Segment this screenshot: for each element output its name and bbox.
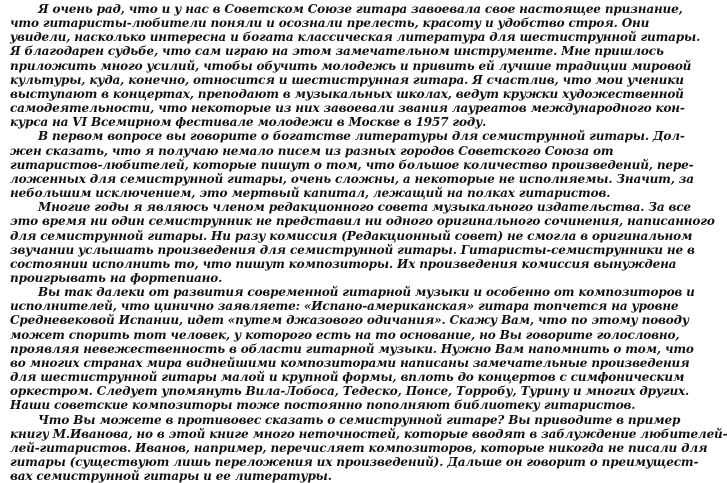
- text-line: небольшим исключением, это мертвый капитал, лежащий на полках гитаристов.: [10, 186, 611, 201]
- text-line: выступают в концертах, преподают в музыкальных школах, ведут кружки художественной: [10, 86, 684, 101]
- text-line: это время ни один семиструнник не представил ни одного оригинального сочинения, написанного: [10, 214, 715, 229]
- text-line: Наши советские композиторы тоже постоянно пополняют библиотеку гитаристов.: [10, 398, 636, 413]
- text-line: проявляя невежественность в области гитарной музыки. Нужно Вам напомнить о том, что: [10, 341, 694, 356]
- text-line: может спорить тот человек, у которого есть на то основание, но Вы говорите голословно,: [10, 327, 680, 342]
- text-line: проигрывать на фортепиано.: [10, 270, 223, 285]
- paragraph-4: [10, 285, 695, 413]
- paragraph-2: [10, 129, 694, 201]
- paragraph-1: [10, 2, 701, 130]
- text-line: состоянии исполнить то, что пишут композиторы. Их произведения комиссия вынуждена: [10, 256, 677, 271]
- text-line: Вы так далеки от развития современной гитарной музыки и особенно от композиторов и: [38, 285, 695, 300]
- text-line: самодеятельности, что некоторые из них завоевали звания лауреатов международного кон-: [10, 101, 685, 116]
- text-line: для семиструнной гитары. Ни разу комиссия (Редакционный совет) не смогла в оригинальном: [10, 228, 693, 243]
- text-line: книгу М.Иванова, но в этой книге много неточностей, которые вводят в заблуждение любителей-: [10, 426, 727, 441]
- text-line: лей-гитаристов. Иванов, например, перечисляет композиторов, которые никогда не писали для: [10, 440, 708, 455]
- text-line: В первом вопросе вы говорите о богатстве литературы для семиструнной гитары. Дол-: [38, 129, 685, 144]
- text-line: вах семиструнной гитары и ее литературы.: [10, 469, 332, 483]
- text-line: во многих странах мира виднейшими композиторами написаны замечательные произведения: [10, 355, 690, 370]
- text-line: гитары (существуют лишь переложения их произведений). Дальше он говорит о преимущест-: [10, 455, 699, 469]
- text-line: гитаристов-любителей, которые пишут о том, что большое количество произведений, пере-: [10, 157, 694, 172]
- paragraph-3: [10, 200, 715, 285]
- text-line: приложить много усилий, чтобы обучить молодежь и привить ей лучшие традиции мировой: [10, 58, 692, 73]
- text-line: оркестром. Следует упомянуть Вила-Лобоса, Тедеско, Понсе, Торробу, Турину и многих других.: [10, 384, 690, 399]
- text-line: жен сказать, что я получаю немало писем из разных городов Советского Союза от: [10, 143, 614, 158]
- text-line: что гитаристы-любители поняли и осознали прелесть, красоту и удобство строя. Они: [10, 16, 650, 31]
- text-line: звучании услышать произведения для семиструнной гитары. Гитаристы-семиструнники не в: [10, 242, 695, 257]
- text-line: для шестиструнной гитары малой и крупной формы, вплоть до концертов с симфоническим: [10, 370, 685, 385]
- text-line: курса на VI Всемирном фестивале молодежи в Москве в 1957 году.: [10, 115, 487, 130]
- text-line: увидели, насколько интересна и богата классическая литература для шестиструнной гитары.: [10, 30, 701, 45]
- text-line: Я благодарен судьбе, что сам играю на этом замечательном инструменте. Мне пришлось: [10, 44, 664, 59]
- paragraph-5: [10, 412, 727, 483]
- text-line: Что Вы можете в противовес сказать о семиструнной гитаре? Вы приводите в пример: [38, 412, 681, 427]
- text-line: Я очень рад, что и у нас в Советском Союзе гитара завоевала свое настоящее признание,: [38, 2, 683, 16]
- text-line: Многие годы я являюсь членом редакционного совета музыкального издательства. За все: [38, 200, 691, 215]
- text-line: исполнителей, что цинично заявляете: «Испано-американская» гитара топчется на уровне: [10, 299, 679, 314]
- text-line: ложенных для семиструнной гитары, очень сложны, а некоторые не исполняемы. Значит, за: [10, 171, 694, 186]
- text-line: Средневековой Испании, идет «путем джазового одичания». Скажу Вам, что по этому поводу: [10, 313, 689, 328]
- text-line: культуры, куда, конечно, относится и шестиструнная гитара. Я счастлив, что мои ученики: [10, 72, 684, 87]
